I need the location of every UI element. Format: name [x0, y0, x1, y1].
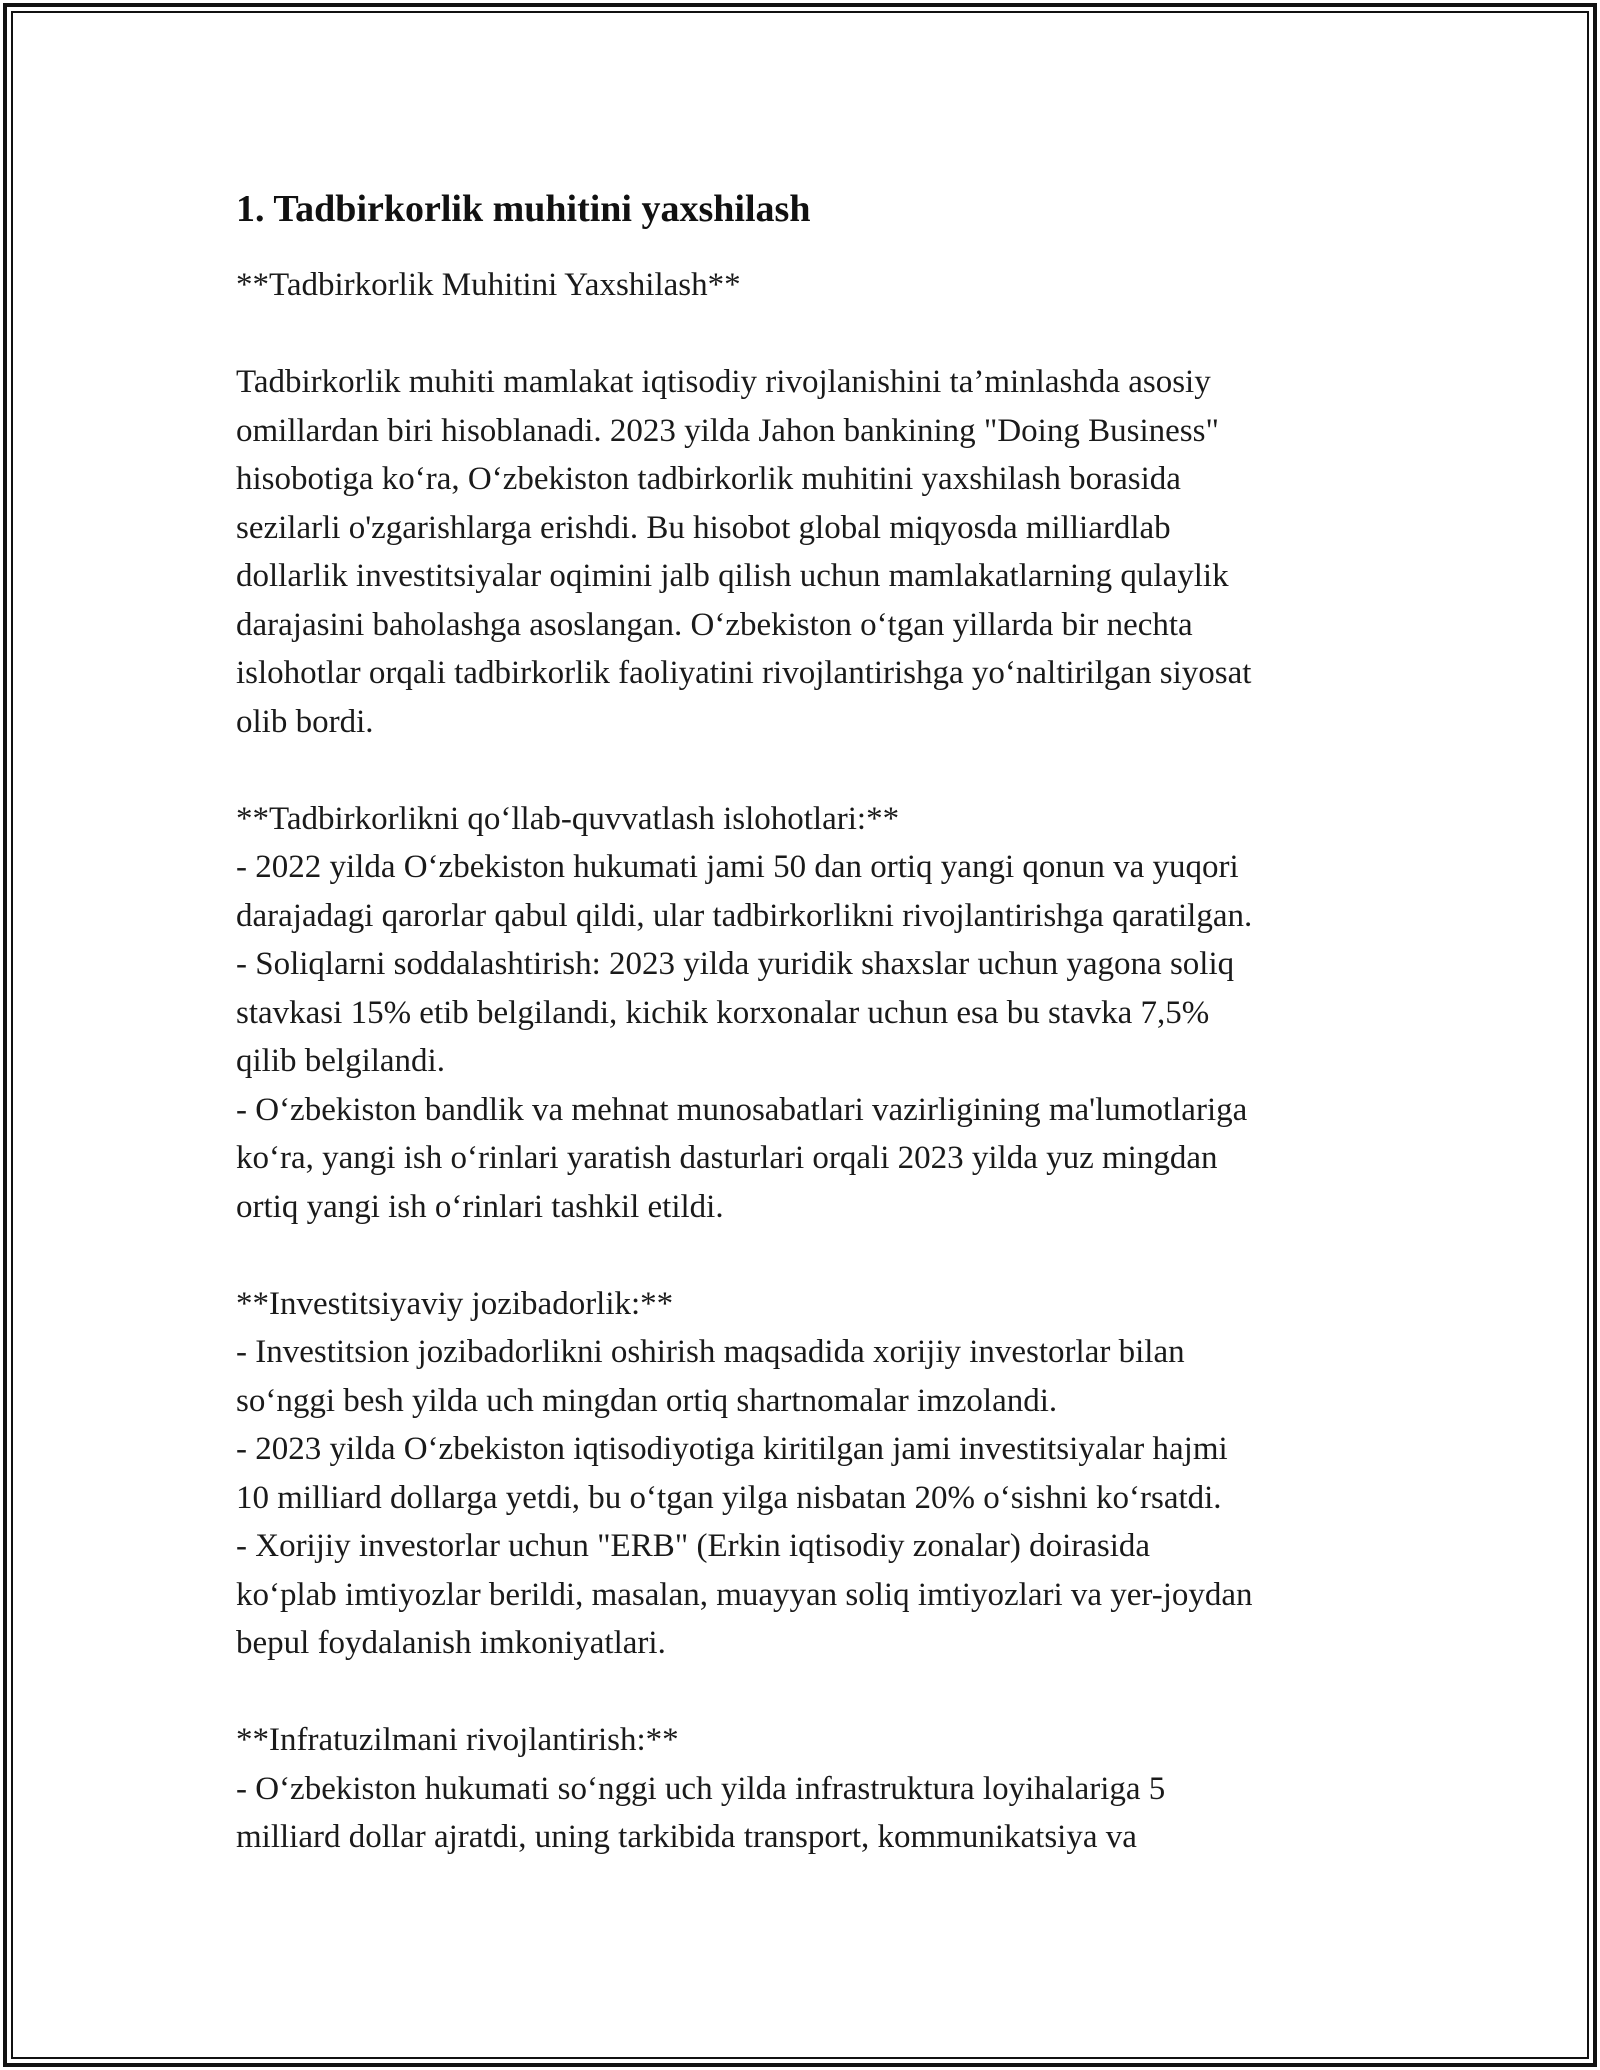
document-page	[236, 185, 1376, 1862]
intro-paragraph: Tadbirkorlik muhiti mamlakat iqtisodiy rivojlanishini ta’minlashda asosiy omillardan biri hisoblanadi. 2023 yilda Jahon bankining "Doing Business" hisobotiga ko‘ra, O‘zbekiston tadbirkorlik muhitini yaxshilash borasida sezilarli o'zgarishlarga erishdi. Bu hisobot global miqyosda milliardlab dollarlik investitsiyalar oqimini jalb qilish uchun mamlakatlarning qulaylik darajasini baholashga asoslangan. O‘zbekiston o‘tgan yillarda bir nechta islohotlar orqali tadbirkorlik faoliyatini rivojlantirishga yo‘naltirilgan siyosat olib bordi.	[236, 364, 1252, 740]
list-item: - 2022 yilda O‘zbekiston hukumati jami 50 dan ortiq yangi qonun va yuqori darajadagi qarorlar qabul qildi, ular tadbirkorlikni rivojlantirishga qaratilgan.	[236, 849, 1253, 934]
list-item: - O‘zbekiston hukumati so‘nggi uch yilda infrastruktura loyihalariga 5 milliard dollar ajratdi, uning tarkibida transport, kommunikatsiya va	[236, 1770, 1166, 1855]
list-item: - Investitsion jozibadorlikni oshirish maqsadida xorijiy investorlar bilan so‘nggi besh yilda uch mingdan ortiq shartnomalar imzolandi.	[236, 1334, 1185, 1419]
spacer	[236, 746, 1376, 795]
section-title: **Tadbirkorlikni qo‘llab-quvvatlash islohotlari:**	[236, 800, 900, 837]
document-subtitle: **Tadbirkorlik Muhitini Yaxshilash**	[236, 267, 741, 303]
section-investment-attractiveness	[236, 1280, 1376, 1668]
section-title: **Investitsiyaviy jozibadorlik:**	[236, 1285, 674, 1322]
section-support-reforms	[236, 795, 1376, 1232]
list-item: - Xorijiy investorlar uchun "ERB" (Erkin iqtisodiy zonalar) doirasida ko‘plab imtiyozlar berildi, masalan, muayyan soliq imtiyozlari va yer-joydan bepul foydalanish imkoniyatlari.	[236, 1528, 1253, 1661]
section-heading: 1. Tadbirkorlik muhitini yaxshilash	[236, 188, 811, 230]
list-item: - 2023 yilda O‘zbekiston iqtisodiyotiga kiritilgan jami investitsiyalar hajmi 10 milliard dollarga yetdi, bu o‘tgan yilga nisbatan 20% o‘sishni ko‘rsatdi.	[236, 1431, 1228, 1516]
list-item: - O‘zbekiston bandlik va mehnat munosabatlari vazirligining ma'lumotlariga ko‘ra, yangi ish o‘rinlari yaratish dasturlari orqali 2023 yilda yuz mingdan ortiq yangi ish o‘rinlari tashkil etildi.	[236, 1091, 1248, 1225]
section-title: **Infratuzilmani rivojlantirish:**	[236, 1722, 679, 1758]
list-item: - Soliqlarni soddalashtirish: 2023 yilda yuridik shaxslar uchun yagona soliq stavkasi 15% etib belgilandi, kichik korxonalar uchun esa bu stavka 7,5% qilib belgilandi.	[236, 946, 1235, 1079]
spacer	[236, 1231, 1376, 1280]
spacer	[236, 310, 1376, 359]
section-infrastructure	[236, 1716, 1376, 1862]
spacer	[236, 1668, 1376, 1717]
